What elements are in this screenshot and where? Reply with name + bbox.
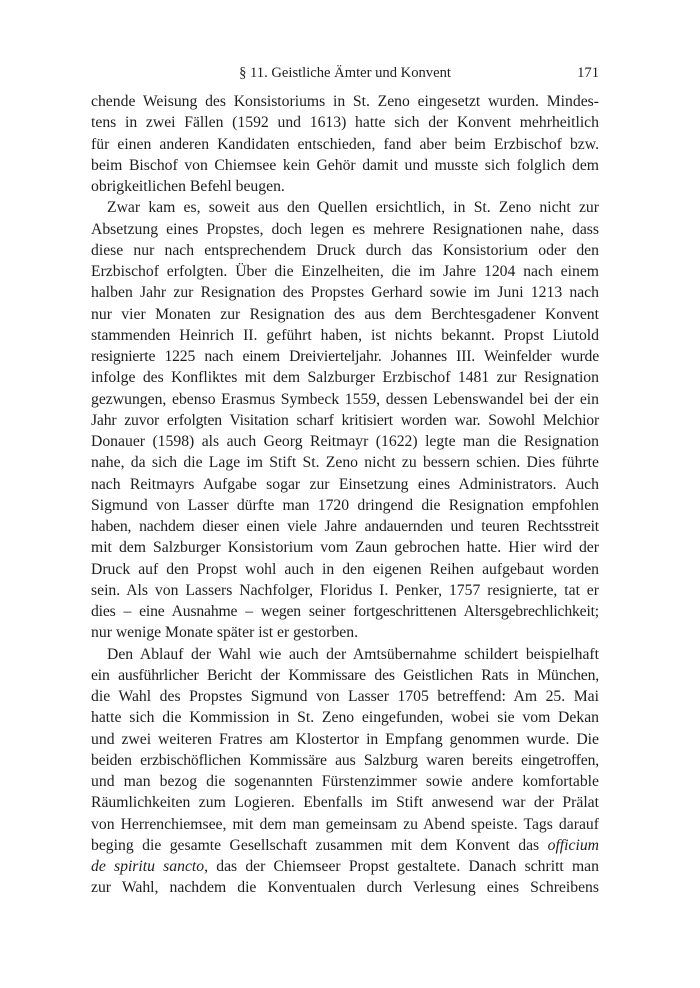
text-line: dies – eine Ausnahme – wegen seiner fortgeschrittenen Altersgebrechlichkeit; — [91, 603, 599, 620]
running-head — [91, 62, 599, 84]
text-line: mit dem Salzburger Konsistorium vom Zaun gebrochen hatte. Hier wird der — [91, 539, 599, 557]
text-line: zur Wahl, nachdem die Konventualen durch Verlesung eines Schreibens — [91, 879, 599, 897]
paragraph — [91, 197, 599, 643]
text-line: und zwei weiteren Fratres am Klostertor in Empfang genommen wurde. Die — [91, 730, 599, 748]
text-line: ein ausführlicher Bericht der Kommissare des Geistlichen Rats in München, — [91, 666, 599, 684]
paragraph — [91, 644, 599, 899]
text-line — [91, 835, 599, 856]
paragraph — [91, 91, 599, 197]
text-line: resignierte 1225 nach einem Dreivierteljahr. Johannes III. Weinfelder wurde — [91, 348, 599, 365]
text-line: Absetzung eines Propstes, doch legen es mehrere Resignationen nahe, dass — [91, 220, 599, 238]
italic-term: de spiritu sancto — [91, 858, 205, 875]
text-line: nahe, da sich die Lage im Stift St. Zeno nicht zu bessern schien. Dies führte — [91, 454, 599, 472]
text-line: nach Reitmayrs Aufgabe sogar zur Einsetzung eines Administrators. Auch — [91, 475, 599, 493]
text-line: hatte sich die Kommission in St. Zeno eingefunden, wobei sie vom Dekan — [91, 709, 599, 727]
text-line: und man bezog die sogenannten Fürstenzimmer sowie andere komfortable — [91, 773, 599, 790]
text-line: Zwar kam es, soweit aus den Quellen ersichtlich, in St. Zeno nicht zur — [107, 199, 599, 217]
text-line: Den Ablauf der Wahl wie auch der Amtsübernahme schildert beispielhaft — [107, 645, 599, 663]
text-line: nur vier Monaten zur Resignation des aus dem Berchtesgadener Konvent — [91, 305, 599, 323]
text-line: Räumlichkeiten zum Logieren. Ebenfalls im Stift anwesend war der Prälat — [91, 794, 599, 812]
text-line: Druck auf den Propst wohl auch in den eigenen Reihen aufgebaut worden — [91, 560, 599, 578]
text-line: haben, nachdem dieser einen viele Jahre andauernden und teuren Rechtsstreit — [91, 518, 599, 535]
text-line: für einen anderen Kandidaten entschieden, fand aber beim Erzbischof bzw. — [91, 135, 599, 153]
text-line: chende Weisung des Konsistoriums in St. Zeno eingesetzt wurden. Mindes- — [91, 93, 599, 110]
text-line: beim Bischof von Chiemsee kein Gehör damit und musste sich folglich dem — [91, 156, 599, 174]
text-line: Jahr zuvor erfolgten Visitation scharf kritisiert worden war. Sowohl Melchior — [91, 411, 599, 429]
text-line: Donauer (1598) als auch Georg Reitmayr (1622) legte man die Resignation — [91, 433, 599, 450]
text-line: infolge des Konfliktes mit dem Salzburger Erzbischof 1481 zur Resignation — [91, 369, 599, 387]
body-text — [91, 91, 599, 899]
text-line: Sigmund von Lasser dürfte man 1720 dringend die Resignation empfohlen — [91, 496, 599, 514]
text-line: de spiritu sancto, das der Chiemseer Propst gestaltete. Danach schritt man — [91, 858, 599, 875]
text-line: Erzbischof erfolgten. Über die Einzelheiten, die im Jahre 1204 nach einem — [91, 263, 599, 280]
italic-term: officium — [547, 836, 600, 854]
text-line: halben Jahr zur Resignation des Propstes Gerhard sowie im Juni 1213 nach — [91, 284, 599, 302]
running-title: § 11. Geistliche Ämter und Konvent — [239, 65, 451, 81]
text-line: obrigkeitlichen Befehl beugen. — [91, 178, 285, 195]
line-text: beging die gesamte Gesellschaft zusammen mit dem Konvent das — [91, 836, 540, 854]
text-line: nur wenige Monate später ist er gestorben. — [91, 624, 359, 642]
text-line: tens in zwei Fällen (1592 und 1613) hatte sich der Konvent mehrheitlich — [91, 114, 599, 132]
text-line: beiden erzbischöflichen Kommissäre aus Salzburg waren bereits eingetroffen, — [91, 751, 599, 769]
page-number: 171 — [577, 65, 599, 81]
text-line: die Wahl des Propstes Sigmund von Lasser 1705 betreffend: Am 25. Mai — [91, 688, 599, 705]
text-line: von Herrenchiemsee, mit dem man gemeinsam zu Abend speiste. Tags darauf — [91, 815, 599, 833]
text-line: diese nur nach entsprechendem Druck durch das Konsistorium oder den — [91, 241, 599, 259]
text-line: sein. Als von Lassers Nachfolger, Floridus I. Penker, 1757 resignierte, tat er — [91, 581, 599, 599]
text-line: gezwungen, ebenso Erasmus Symbeck 1559, dessen Lebenswandel bei der ein — [91, 390, 599, 408]
text-line: stammenden Heinrich II. geführt haben, ist nichts bekannt. Propst Liutold — [91, 326, 599, 344]
